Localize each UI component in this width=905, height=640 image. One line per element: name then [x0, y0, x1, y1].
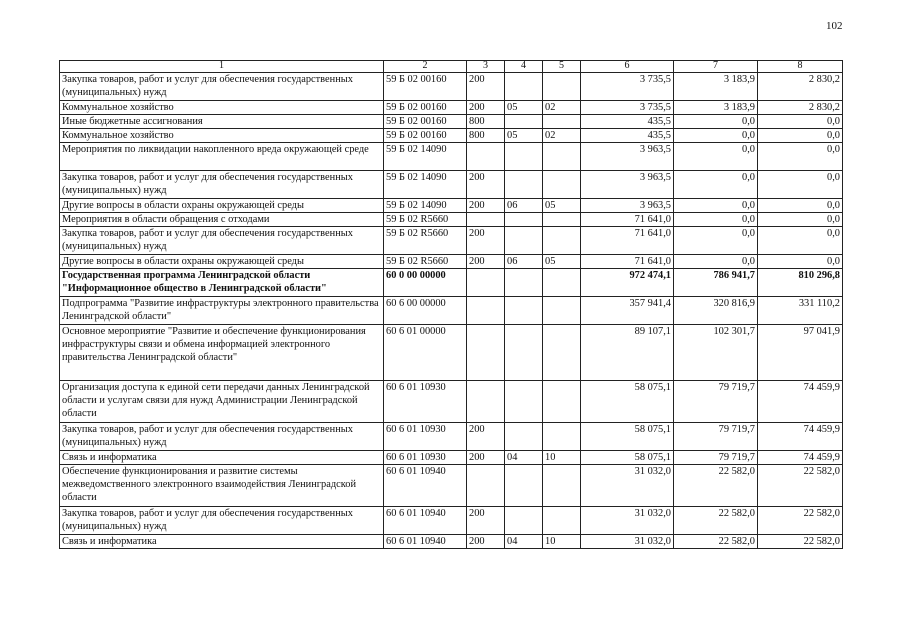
table-row [60, 381, 843, 423]
row-code-cell: 59 Б 02 14090 [384, 199, 467, 213]
row-col3-cell: 200 [467, 73, 505, 101]
table-row [60, 227, 843, 255]
row-value-col6-cell: 71 641,0 [581, 227, 674, 255]
row-value-col7-cell: 102 301,7 [674, 325, 758, 381]
row-value-col7-cell: 3 183,9 [674, 73, 758, 101]
row-value-col8-cell: 0,0 [758, 143, 843, 171]
row-value-col8-cell: 0,0 [758, 213, 843, 227]
table-row [60, 423, 843, 451]
row-value-col7-cell: 786 941,7 [674, 269, 758, 297]
row-value-col8-cell: 2 830,2 [758, 73, 843, 101]
row-value-col7-cell: 0,0 [674, 199, 758, 213]
row-value-col6-cell: 58 075,1 [581, 423, 674, 451]
column-header: 5 [543, 61, 581, 73]
table-row [60, 101, 843, 115]
row-code-cell: 59 Б 02 14090 [384, 171, 467, 199]
row-col5-cell [543, 73, 581, 101]
row-code-cell: 59 Б 02 00160 [384, 101, 467, 115]
table-row [60, 535, 843, 549]
column-header: 3 [467, 61, 505, 73]
row-value-col8-cell: 22 582,0 [758, 535, 843, 549]
row-col4-cell: 04 [505, 451, 543, 465]
row-value-col6-cell: 58 075,1 [581, 381, 674, 423]
row-code-cell: 59 Б 02 14090 [384, 143, 467, 171]
row-value-col6-cell: 31 032,0 [581, 507, 674, 535]
row-value-col6-cell: 972 474,1 [581, 269, 674, 297]
row-name-cell: Закупка товаров, работ и услуг для обеспечения государственных (муниципальных) нужд [60, 227, 384, 255]
row-name-cell: Закупка товаров, работ и услуг для обеспечения государственных (муниципальных) нужд [60, 423, 384, 451]
row-value-col8-cell: 0,0 [758, 199, 843, 213]
row-value-col8-cell: 2 830,2 [758, 101, 843, 115]
row-name-cell: Мероприятия по ликвидации накопленного вреда окружающей среде [60, 143, 384, 171]
row-col4-cell: 05 [505, 101, 543, 115]
row-col3-cell [467, 269, 505, 297]
row-value-col7-cell: 79 719,7 [674, 423, 758, 451]
row-value-col6-cell: 3 963,5 [581, 143, 674, 171]
row-value-col8-cell: 22 582,0 [758, 507, 843, 535]
table-row [60, 143, 843, 171]
row-value-col7-cell: 22 582,0 [674, 535, 758, 549]
row-code-cell: 60 6 01 10940 [384, 507, 467, 535]
header-row [60, 61, 843, 73]
row-value-col6-cell: 435,5 [581, 115, 674, 129]
row-name-cell: Основное мероприятие "Развитие и обеспечение функционирования инфраструктуры связи и обмена информацией электронного правительства Ленинградской области" [60, 325, 384, 381]
row-name-cell: Коммунальное хозяйство [60, 129, 384, 143]
row-col4-cell [505, 465, 543, 507]
row-col4-cell [505, 143, 543, 171]
row-col3-cell: 800 [467, 129, 505, 143]
row-code-cell: 60 6 01 10940 [384, 535, 467, 549]
row-code-cell: 60 6 01 10930 [384, 423, 467, 451]
row-value-col8-cell: 0,0 [758, 227, 843, 255]
row-col3-cell: 200 [467, 451, 505, 465]
table-row [60, 73, 843, 101]
row-value-col6-cell: 3 735,5 [581, 73, 674, 101]
row-value-col8-cell: 97 041,9 [758, 325, 843, 381]
row-code-cell: 59 Б 02 R5660 [384, 227, 467, 255]
table-row [60, 255, 843, 269]
table-row [60, 269, 843, 297]
row-col3-cell [467, 465, 505, 507]
table-body [60, 73, 843, 549]
row-col4-cell [505, 381, 543, 423]
row-col5-cell [543, 423, 581, 451]
row-col4-cell [505, 115, 543, 129]
row-col5-cell: 05 [543, 255, 581, 269]
row-col5-cell [543, 325, 581, 381]
row-value-col8-cell: 0,0 [758, 129, 843, 143]
row-col4-cell [505, 227, 543, 255]
table-row [60, 297, 843, 325]
row-col4-cell [505, 325, 543, 381]
row-value-col7-cell: 0,0 [674, 227, 758, 255]
row-value-col6-cell: 3 963,5 [581, 171, 674, 199]
row-value-col6-cell: 89 107,1 [581, 325, 674, 381]
row-name-cell: Государственная программа Ленинградской области "Информационное общество в Ленинградской области" [60, 269, 384, 297]
row-col4-cell [505, 213, 543, 227]
row-col3-cell: 200 [467, 199, 505, 213]
row-value-col8-cell: 0,0 [758, 171, 843, 199]
column-header: 4 [505, 61, 543, 73]
row-code-cell: 60 6 01 10930 [384, 451, 467, 465]
row-value-col7-cell: 79 719,7 [674, 381, 758, 423]
row-code-cell: 60 6 01 10940 [384, 465, 467, 507]
row-col3-cell: 200 [467, 227, 505, 255]
table-row [60, 507, 843, 535]
table-row [60, 199, 843, 213]
row-col3-cell: 200 [467, 101, 505, 115]
row-col4-cell: 06 [505, 199, 543, 213]
row-value-col8-cell: 0,0 [758, 255, 843, 269]
row-col4-cell [505, 269, 543, 297]
row-name-cell: Связь и информатика [60, 535, 384, 549]
row-name-cell: Закупка товаров, работ и услуг для обеспечения государственных (муниципальных) нужд [60, 171, 384, 199]
row-col5-cell: 05 [543, 199, 581, 213]
row-code-cell: 60 6 01 00000 [384, 325, 467, 381]
row-value-col6-cell: 58 075,1 [581, 451, 674, 465]
row-col5-cell [543, 465, 581, 507]
row-col5-cell [543, 381, 581, 423]
row-value-col7-cell: 0,0 [674, 213, 758, 227]
row-name-cell: Закупка товаров, работ и услуг для обеспечения государственных (муниципальных) нужд [60, 73, 384, 101]
row-col5-cell [543, 115, 581, 129]
row-col5-cell: 02 [543, 129, 581, 143]
row-col5-cell [543, 507, 581, 535]
column-header: 6 [581, 61, 674, 73]
row-col5-cell: 02 [543, 101, 581, 115]
row-value-col7-cell: 22 582,0 [674, 465, 758, 507]
row-code-cell: 60 0 00 00000 [384, 269, 467, 297]
row-col5-cell: 10 [543, 451, 581, 465]
row-col3-cell [467, 297, 505, 325]
row-col3-cell: 200 [467, 171, 505, 199]
row-name-cell: Закупка товаров, работ и услуг для обеспечения государственных (муниципальных) нужд [60, 507, 384, 535]
row-name-cell: Другие вопросы в области охраны окружающей среды [60, 255, 384, 269]
table-row [60, 465, 843, 507]
row-value-col7-cell: 0,0 [674, 129, 758, 143]
row-value-col8-cell: 331 110,2 [758, 297, 843, 325]
row-code-cell: 59 Б 02 00160 [384, 115, 467, 129]
row-name-cell: Подпрограмма "Развитие инфраструктуры электронного правительства Ленинградской области" [60, 297, 384, 325]
row-value-col7-cell: 0,0 [674, 171, 758, 199]
table-row [60, 171, 843, 199]
row-col4-cell [505, 297, 543, 325]
row-code-cell: 59 Б 02 R5660 [384, 213, 467, 227]
row-name-cell: Другие вопросы в области охраны окружающей среды [60, 199, 384, 213]
row-value-col6-cell: 71 641,0 [581, 213, 674, 227]
row-col4-cell [505, 507, 543, 535]
row-col3-cell: 200 [467, 507, 505, 535]
budget-table [59, 60, 843, 549]
row-value-col6-cell: 31 032,0 [581, 465, 674, 507]
column-header: 1 [60, 61, 384, 73]
row-col3-cell: 200 [467, 423, 505, 451]
row-col4-cell [505, 73, 543, 101]
row-col5-cell [543, 143, 581, 171]
row-col4-cell: 04 [505, 535, 543, 549]
table-row [60, 129, 843, 143]
row-col3-cell: 800 [467, 115, 505, 129]
row-value-col6-cell: 31 032,0 [581, 535, 674, 549]
row-col4-cell [505, 423, 543, 451]
row-value-col6-cell: 71 641,0 [581, 255, 674, 269]
row-code-cell: 59 Б 02 R5660 [384, 255, 467, 269]
row-col3-cell: 200 [467, 255, 505, 269]
row-value-col6-cell: 3 735,5 [581, 101, 674, 115]
row-col4-cell [505, 171, 543, 199]
row-col5-cell [543, 297, 581, 325]
row-value-col8-cell: 22 582,0 [758, 465, 843, 507]
row-name-cell: Иные бюджетные ассигнования [60, 115, 384, 129]
row-value-col7-cell: 3 183,9 [674, 101, 758, 115]
table-row [60, 451, 843, 465]
row-code-cell: 60 6 00 00000 [384, 297, 467, 325]
row-value-col8-cell: 74 459,9 [758, 381, 843, 423]
row-col5-cell [543, 269, 581, 297]
row-col4-cell: 05 [505, 129, 543, 143]
row-value-col7-cell: 0,0 [674, 115, 758, 129]
row-col3-cell [467, 143, 505, 171]
row-value-col7-cell: 79 719,7 [674, 451, 758, 465]
table-row [60, 115, 843, 129]
column-header: 2 [384, 61, 467, 73]
column-header: 8 [758, 61, 843, 73]
row-value-col7-cell: 320 816,9 [674, 297, 758, 325]
row-name-cell: Мероприятия в области обращения с отходами [60, 213, 384, 227]
row-code-cell: 59 Б 02 00160 [384, 129, 467, 143]
row-col3-cell [467, 325, 505, 381]
row-value-col7-cell: 0,0 [674, 143, 758, 171]
row-name-cell: Связь и информатика [60, 451, 384, 465]
row-value-col6-cell: 3 963,5 [581, 199, 674, 213]
row-code-cell: 60 6 01 10930 [384, 381, 467, 423]
row-code-cell: 59 Б 02 00160 [384, 73, 467, 101]
row-col3-cell [467, 213, 505, 227]
table-row [60, 213, 843, 227]
row-value-col8-cell: 74 459,9 [758, 423, 843, 451]
row-name-cell: Коммунальное хозяйство [60, 101, 384, 115]
row-col3-cell [467, 381, 505, 423]
row-value-col8-cell: 810 296,8 [758, 269, 843, 297]
row-col5-cell [543, 171, 581, 199]
row-value-col6-cell: 357 941,4 [581, 297, 674, 325]
table-row [60, 325, 843, 381]
row-name-cell: Обеспечение функционирования и развитие системы межведомственного электронного взаимодействия Ленинградской области [60, 465, 384, 507]
row-value-col8-cell: 74 459,9 [758, 451, 843, 465]
row-value-col7-cell: 0,0 [674, 255, 758, 269]
row-col5-cell [543, 213, 581, 227]
row-value-col6-cell: 435,5 [581, 129, 674, 143]
row-value-col8-cell: 0,0 [758, 115, 843, 129]
row-col5-cell [543, 227, 581, 255]
column-header: 7 [674, 61, 758, 73]
page-number: 102 [826, 20, 843, 32]
row-name-cell: Организация доступа к единой сети передачи данных Ленинградской области и услугам связи для нужд Администрации Ленинградской области [60, 381, 384, 423]
row-col5-cell: 10 [543, 535, 581, 549]
row-value-col7-cell: 22 582,0 [674, 507, 758, 535]
row-col3-cell: 200 [467, 535, 505, 549]
row-col4-cell: 06 [505, 255, 543, 269]
